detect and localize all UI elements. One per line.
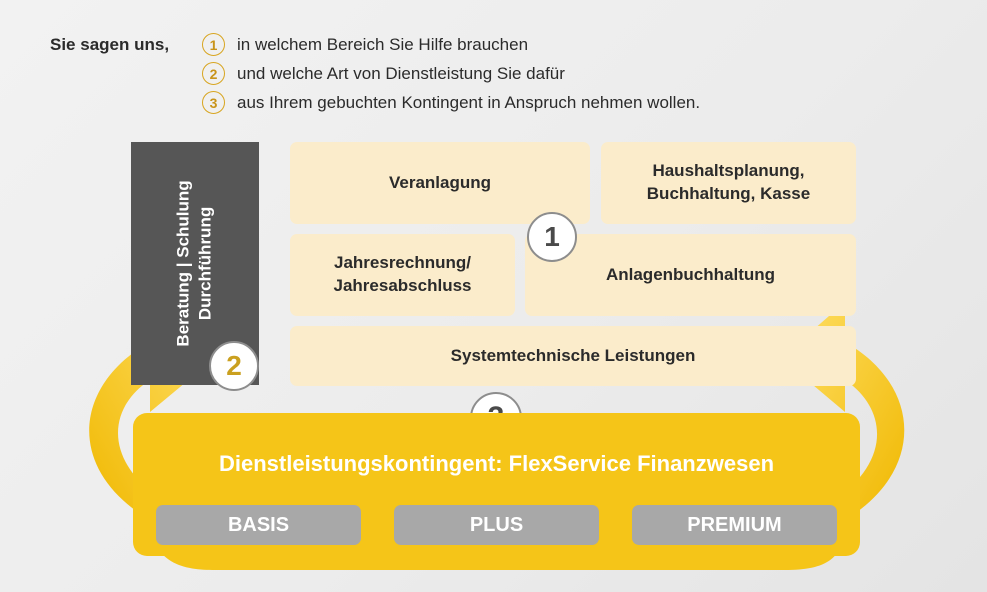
service-box-veranlagung[interactable] <box>290 142 590 224</box>
service-box-haushaltsplanung-label <box>647 160 810 206</box>
service-box-systemtechnische-leistungen[interactable] <box>290 326 856 386</box>
service-box-jahresrechnung[interactable] <box>290 234 515 316</box>
intro-row-2 <box>50 59 930 88</box>
grey-bar-label-line1: Beratung | Schulung <box>173 180 193 347</box>
tier-basis-label: BASIS <box>227 513 290 536</box>
contingent-band-title: Dienstleistungskontingent: FlexService Finanzwesen <box>218 451 775 476</box>
service-box-veranlagung-label: Veranlagung <box>388 172 492 192</box>
intro-number-1: 1 <box>202 33 225 56</box>
intro-text-3: aus Ihrem gebuchten Kontingent in Anspruch nehmen wollen. <box>237 92 701 112</box>
grey-bar-label-line2: Durchführung <box>196 206 216 321</box>
service-box-jahresrechnung-line1: Jahresrechnung/ <box>334 253 471 273</box>
tier-premium[interactable] <box>632 505 837 545</box>
service-box-jahresrechnung-line2: Jahresabschluss <box>333 276 472 295</box>
marker-circle-1-label: 1 <box>544 221 560 252</box>
tier-basis[interactable] <box>156 505 361 545</box>
intro-number-2: 2 <box>202 62 225 85</box>
grey-bar-label <box>173 180 218 346</box>
tier-premium-label: PREMIUM <box>687 513 782 536</box>
service-box-systemtechnische-leistungen-label: Systemtechnische Leistungen <box>450 345 696 365</box>
marker-circle-2-label: 2 <box>226 350 242 381</box>
service-box-haushaltsplanung[interactable] <box>601 142 856 224</box>
tier-plus[interactable] <box>394 505 599 545</box>
intro-row-1 <box>50 30 930 59</box>
intro-text-1: in welchem Bereich Sie Hilfe brauchen <box>237 34 529 54</box>
intro-text-2: und welche Art von Dienstleistung Sie dafür <box>237 63 565 83</box>
contingent-band <box>133 413 860 556</box>
service-box-haushaltsplanung-line1: Haushaltsplanung, <box>652 161 805 181</box>
intro-block <box>50 30 930 117</box>
service-box-anlagenbuchhaltung-label: Anlagenbuchhaltung <box>605 264 776 284</box>
intro-number-3: 3 <box>202 91 225 114</box>
service-box-haushaltsplanung-line2: Buchhaltung, Kasse <box>646 184 811 203</box>
intro-lead-text: Sie sagen uns, <box>50 34 170 54</box>
service-box-jahresrechnung-label <box>334 252 472 298</box>
marker-circle-2 <box>209 341 259 391</box>
tier-plus-label: PLUS <box>469 513 524 536</box>
marker-circle-1 <box>527 212 577 262</box>
intro-row-3 <box>50 88 930 117</box>
